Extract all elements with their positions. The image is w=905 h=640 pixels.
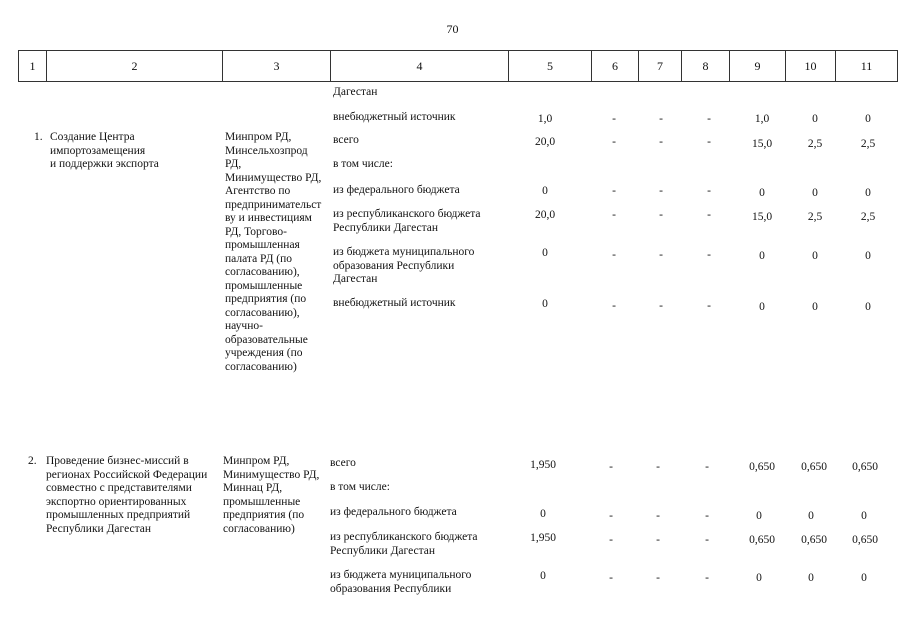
- header-col-1: 1: [18, 51, 46, 81]
- value-cell: 0: [756, 510, 762, 522]
- item1-executors: Минпром РД, Минсельхозпрод РД, Минимущество РД, Агентство по предпринимательст ву и инвестициям РД, Торгово- промышленная палата РД (по согласованию), промышленные предприятия (по согласованию), научно- образовательные учреждения (по согласованию): [225, 131, 322, 373]
- value-cell: 0: [861, 572, 867, 584]
- value-cell: 0: [861, 510, 867, 522]
- value-cell: 0: [540, 508, 546, 520]
- value-cell: -: [612, 209, 616, 221]
- value-cell: -: [609, 534, 613, 546]
- item1-title: Создание Центра импортозамещения и поддержки экспорта: [50, 131, 159, 170]
- row-label: всего: [333, 134, 359, 146]
- value-cell: 1,0: [754, 113, 770, 125]
- row-label: из бюджета муниципального образования Республики Дагестан: [333, 246, 475, 285]
- value-cell: -: [612, 113, 616, 125]
- value-cell: -: [707, 136, 711, 148]
- value-cell: -: [609, 461, 613, 473]
- header-col-7: 7: [638, 51, 681, 81]
- header-col-10: 10: [785, 51, 835, 81]
- header-col-3: 3: [222, 51, 330, 81]
- value-cell: 20,0: [534, 209, 556, 221]
- value-cell: 0,650: [801, 461, 827, 473]
- value-cell: -: [612, 249, 616, 261]
- value-cell: 0,650: [749, 534, 775, 546]
- value-cell: 0: [756, 572, 762, 584]
- header-col-11: 11: [835, 51, 898, 81]
- value-cell: 0: [542, 298, 548, 310]
- header-col-9: 9: [729, 51, 785, 81]
- value-cell: -: [707, 300, 711, 312]
- value-cell: -: [612, 185, 616, 197]
- row-label: всего: [330, 457, 356, 469]
- row-label: из федерального бюджета: [330, 506, 457, 518]
- value-cell: -: [705, 510, 709, 522]
- value-cell: -: [656, 572, 660, 584]
- value-cell: 0: [759, 250, 765, 262]
- header-col-4: 4: [330, 51, 508, 81]
- value-cell: -: [656, 510, 660, 522]
- value-cell: 20,0: [534, 136, 556, 148]
- value-cell: -: [707, 185, 711, 197]
- value-cell: 0: [812, 301, 818, 313]
- value-cell: -: [707, 113, 711, 125]
- value-cell: 0: [865, 187, 871, 199]
- table-header: [18, 50, 898, 82]
- value-cell: 0: [812, 187, 818, 199]
- value-cell: 2,5: [860, 138, 876, 150]
- value-cell: 0: [865, 113, 871, 125]
- row-label: из республиканского бюджета Республики Дагестан: [330, 531, 478, 557]
- header-col-8: 8: [681, 51, 729, 81]
- header-col-2: 2: [46, 51, 222, 81]
- header-col-6: 6: [591, 51, 638, 81]
- value-cell: 0,650: [852, 534, 878, 546]
- value-cell: -: [659, 185, 663, 197]
- value-cell: -: [705, 461, 709, 473]
- value-cell: 0: [542, 247, 548, 259]
- value-cell: -: [707, 209, 711, 221]
- value-cell: 2,5: [807, 211, 823, 223]
- value-cell: 0: [540, 570, 546, 582]
- value-cell: 0: [865, 301, 871, 313]
- value-cell: -: [612, 300, 616, 312]
- continuation-offbudget-label: внебюджетный источник: [333, 111, 456, 123]
- row-label: из федерального бюджета: [333, 184, 460, 196]
- value-cell: 2,5: [807, 138, 823, 150]
- item1-row-including: в том числе:: [333, 158, 393, 170]
- row-label: из бюджета муниципального образования Республики: [330, 569, 472, 595]
- value-cell: -: [659, 249, 663, 261]
- value-cell: 0,650: [852, 461, 878, 473]
- item1-number: 1.: [34, 131, 43, 143]
- value-cell: -: [707, 249, 711, 261]
- value-cell: 0: [808, 572, 814, 584]
- value-cell: 0,650: [801, 534, 827, 546]
- value-cell: 0,650: [749, 461, 775, 473]
- value-cell: -: [612, 136, 616, 148]
- value-cell: -: [609, 572, 613, 584]
- row-label: внебюджетный источник: [333, 297, 456, 309]
- item2-title: Проведение бизнес-миссий в регионах Российской Федерации совместно с представителями экспортно ориентированных промышленных предприятий Республики Дагестан: [46, 455, 208, 535]
- value-cell: -: [659, 209, 663, 221]
- value-cell: 0: [542, 185, 548, 197]
- value-cell: -: [659, 300, 663, 312]
- value-cell: 0: [759, 301, 765, 313]
- value-cell: -: [659, 136, 663, 148]
- header-col-5: 5: [508, 51, 591, 81]
- value-cell: -: [609, 510, 613, 522]
- value-cell: 0: [759, 187, 765, 199]
- value-cell: -: [656, 534, 660, 546]
- value-cell: 1,950: [530, 532, 556, 544]
- value-cell: -: [705, 534, 709, 546]
- value-cell: 15,0: [751, 138, 773, 150]
- item2-number: 2.: [28, 455, 37, 467]
- value-cell: 15,0: [751, 211, 773, 223]
- value-cell: 1,0: [537, 113, 553, 125]
- value-cell: 1,950: [530, 459, 556, 471]
- page-number: 70: [446, 22, 459, 36]
- row-label: из республиканского бюджета Республики Дагестан: [333, 208, 481, 234]
- value-cell: -: [656, 461, 660, 473]
- value-cell: -: [659, 113, 663, 125]
- value-cell: 0: [808, 510, 814, 522]
- continuation-region-label: Дагестан: [333, 86, 378, 98]
- value-cell: 0: [865, 250, 871, 262]
- item2-row-including: в том числе:: [330, 481, 390, 493]
- value-cell: -: [705, 572, 709, 584]
- item2-executors: Минпром РД, Минимущество РД, Миннац РД, промышленные предприятия (по согласованию): [223, 455, 320, 535]
- value-cell: 0: [812, 250, 818, 262]
- value-cell: 2,5: [860, 211, 876, 223]
- value-cell: 0: [812, 113, 818, 125]
